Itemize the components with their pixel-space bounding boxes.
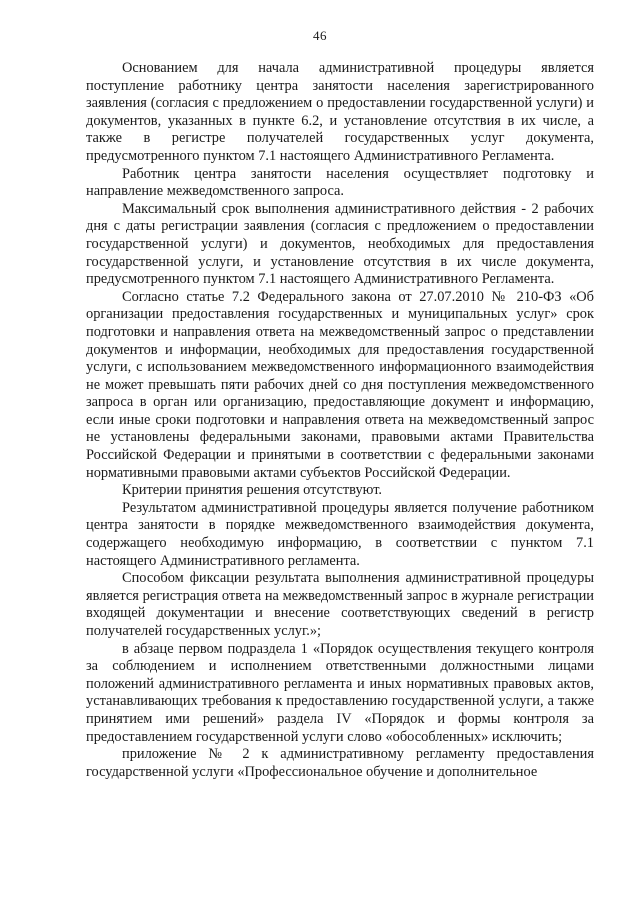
paragraph-max-duration: Максимальный срок выполнения административного действия - 2 рабочих дня с даты регистрации заявления (согласия с предложением о предоставлении государственной услуги) и документов, необходимых для предоставления государственной услуги, и установление отсутствия в их числе документа, предусмотренного пунктом 7.1 настоящего Административного Регламента. bbox=[86, 200, 594, 288]
paragraph-request-preparation: Работник центра занятости населения осуществляет подготовку и направление межведомственного запроса. bbox=[86, 165, 594, 200]
paragraph-amendment-section-iv: в абзаце первом подраздела 1 «Порядок осуществления текущего контроля за соблюдением и исполнением ответственными должностными лицами положений административного регламента и иных нормативных правовых актов, устанавливающих требования к предоставлению государственной услуги, а также принятием ими решений» раздела IV «Порядок и формы контроля за предоставлением государственной услуги слово «обособленных» исключить; bbox=[86, 640, 594, 745]
paragraph-appendix-2: приложение № 2 к административному регламенту предоставления государственной услуги «Профессиональное обучение и дополнительное bbox=[86, 746, 594, 780]
page-number: 46 bbox=[313, 28, 327, 43]
document-body bbox=[86, 60, 594, 781]
paragraph-procedure-result: Результатом административной процедуры является получение работником центра занятости в порядке межведомственного взаимодействия документа, содержащего необходимую информацию, в соответствии с пунктом 7.1 настоящего Административного регламента. bbox=[86, 499, 594, 569]
paragraph-basis-for-procedure: Основанием для начала административной процедуры является поступление работнику центра занятости населения зарегистрированного заявления (согласия с предложением о предоставлении государственной услуги) и документов, указанных в пункте 6.2, и установление отсутствия в их числе, а также в регистре получателей государственных услуг документа, предусмотренного пунктом 7.1 настоящего Административного Регламента. bbox=[86, 60, 594, 164]
paragraph-federal-law-reference: Согласно статье 7.2 Федерального закона от 27.07.2010 № 210-ФЗ «Об организации предоставления государственных и муниципальных услуг» срок подготовки и направления ответа на межведомственный запрос о представлении документов и информации, необходимых для предоставления государственной услуги, с использованием межведомственного информационного взаимодействия не может превышать пяти рабочих дней со дня поступления межведомственного запроса в орган или организацию, предоставляющие документ и информацию, если иные сроки подготовки и направления ответа на межведомственный запрос не установлены федеральными законами, правовыми актами Правительства Российской Федерации и принятыми в соответствии с федеральными законами нормативными правовыми актами субъектов Российской Федерации. bbox=[86, 288, 594, 481]
paragraph-result-fixation: Способом фиксации результата выполнения административной процедуры является регистрация ответа на межведомственный запрос в журнале регистрации входящей документации и внесение соответствующих сведений в регистр получателей государственных услуг.»; bbox=[86, 570, 594, 639]
paragraph-decision-criteria: Критерии принятия решения отсутствуют. bbox=[122, 482, 383, 499]
